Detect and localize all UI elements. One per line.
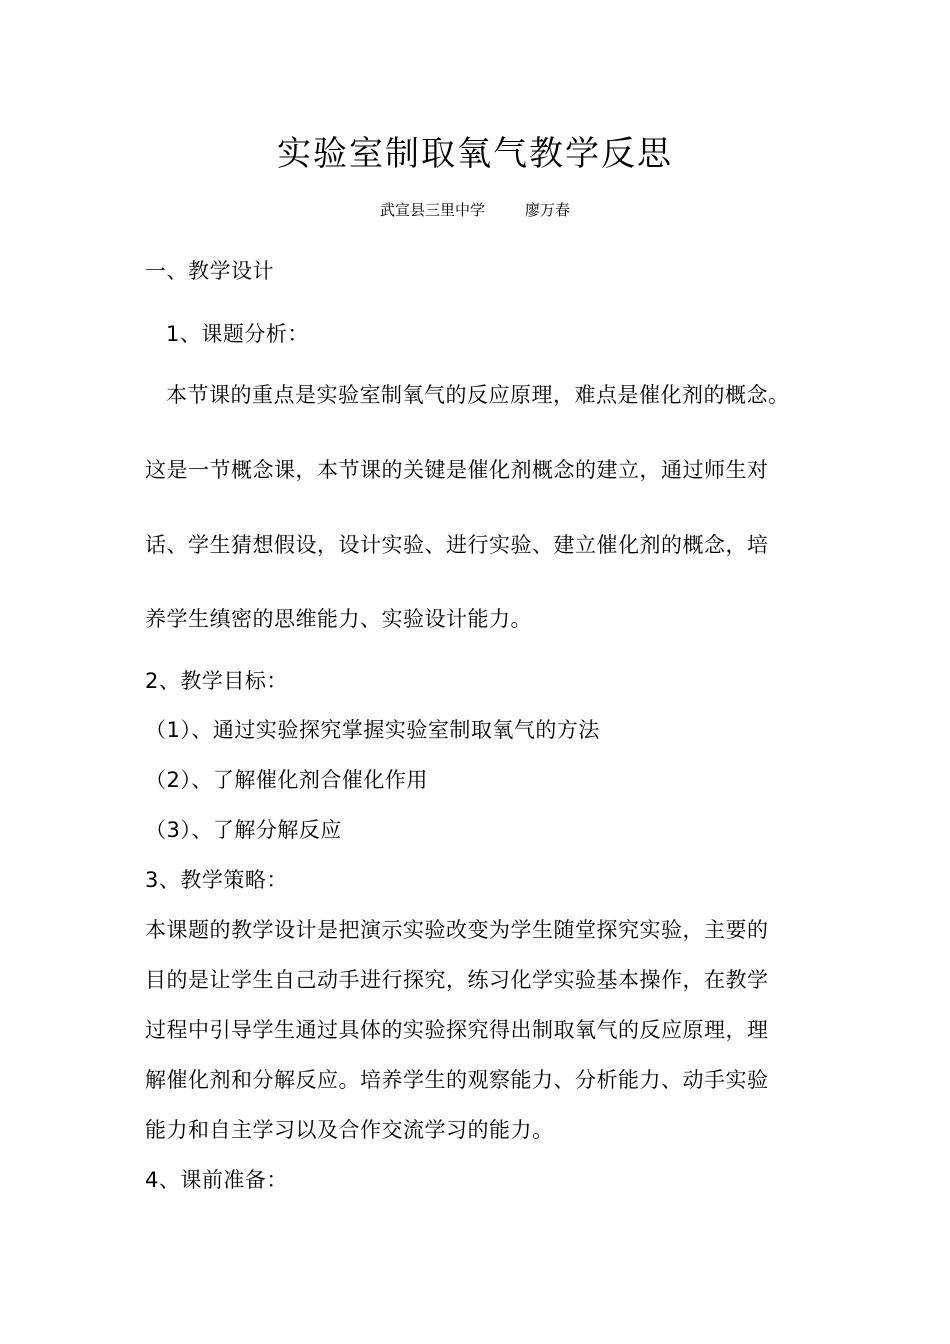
paragraph-line: 这是一节概念课，本节课的关键是催化剂概念的建立，通过师生对 (145, 458, 769, 482)
document-title: 实验室制取氧气教学反思 (277, 134, 673, 174)
author-line (0, 200, 950, 220)
subheading-teaching-strategy: 3、教学策略： (145, 868, 288, 892)
subheading-class-preparation: 4、课前准备： (145, 1168, 288, 1192)
list-item: （3）、了解分解反应 (145, 818, 342, 842)
section-heading-teaching-design: 一、教学设计 (145, 259, 274, 283)
author-school: 武宣县三里中学 (379, 201, 485, 219)
paragraph-line: 本课题的教学设计是把演示实验改变为学生随堂探究实验，主要的 (145, 918, 769, 942)
paragraph-line: 本节课的重点是实验室制氧气的反应原理，难点是催化剂的概念。 (166, 383, 790, 407)
paragraph-line: 过程中引导学生通过具体的实验探究得出制取氧气的反应原理，理 (145, 1018, 769, 1042)
list-item: （1）、通过实验探究掌握实验室制取氧气的方法 (145, 718, 600, 742)
paragraph-line: 目的是让学生自己动手进行探究，练习化学实验基本操作，在教学 (145, 968, 769, 992)
list-item: （2）、了解催化剂合催化作用 (145, 768, 428, 792)
paragraph-line: 解催化剂和分解反应。培养学生的观察能力、分析能力、动手实验 (145, 1068, 769, 1092)
paragraph-line: 养学生缜密的思维能力、实验设计能力。 (145, 607, 532, 631)
paragraph-line: 话、学生猜想假设，设计实验、进行实验、建立催化剂的概念，培 (145, 533, 769, 557)
author-name: 廖万春 (525, 201, 571, 219)
subheading-topic-analysis: 1、课题分析： (166, 322, 309, 346)
subheading-teaching-goals: 2、教学目标： (145, 669, 288, 693)
paragraph-line: 能力和自主学习以及合作交流学习的能力。 (145, 1118, 554, 1142)
